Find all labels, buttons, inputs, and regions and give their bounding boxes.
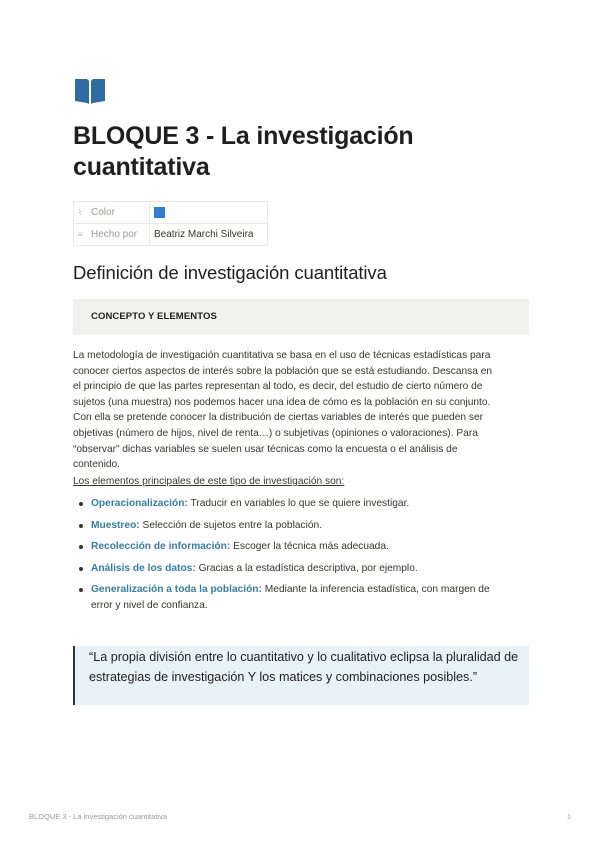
- property-row-color[interactable]: [74, 202, 268, 224]
- open-book-icon: [73, 77, 107, 105]
- callout-text: CONCEPTO Y ELEMENTOS: [91, 311, 217, 322]
- list-item-text: Traducir en variables lo que se quiere investigar.: [187, 498, 410, 509]
- paperclip-icon: ⌇: [78, 208, 82, 217]
- color-swatch: [154, 207, 165, 218]
- elements-intro: Los elementos principales de este tipo de investigación son:: [73, 476, 345, 487]
- list-item-term: Recolección de información:: [91, 541, 231, 553]
- list-item: [73, 518, 529, 534]
- paragraph-line: “observar” dichas variables se suelen usar técnicas como la encuesta o el análisis de: [73, 443, 458, 455]
- list-item-term: Análisis de los datos:: [91, 562, 196, 574]
- properties-table: [73, 201, 268, 246]
- elements-list: [73, 496, 529, 620]
- property-value[interactable]: Beatriz Marchi Silveira: [150, 224, 268, 246]
- list-item: [73, 582, 529, 613]
- paragraph-line: el principio de que las partes representan al todo, es decir, del estudio de cierto número de: [73, 381, 483, 393]
- text-lines-icon: ≡: [78, 230, 83, 239]
- list-item: [73, 539, 529, 555]
- footer-title: BLOQUE 3 - La investigación cuantitativa: [29, 812, 167, 821]
- list-item: [73, 496, 529, 512]
- paragraph-line: contenido.: [73, 459, 121, 471]
- paragraph-line: La metodología de investigación cuantitativa se basa en el uso de técnicas estadísticas para: [73, 350, 491, 361]
- page-number: 1: [566, 812, 571, 821]
- property-row-author[interactable]: [74, 224, 268, 246]
- list-item-term: Operacionalización:: [91, 498, 188, 509]
- quote-bar: [73, 646, 75, 705]
- body-paragraph: [73, 348, 529, 473]
- list-item: [73, 561, 529, 577]
- property-key: Hecho por: [91, 229, 138, 240]
- paragraph-line: Con ella se pretende conocer la distribución de ciertas variables de interés que pueden ser: [73, 412, 484, 424]
- list-item-term: Generalización a toda la población:: [91, 584, 262, 596]
- list-item-text: Escoger la técnica más adecuada.: [230, 541, 389, 553]
- section-heading: Definición de investigación cuantitativa: [73, 262, 387, 283]
- paragraph-line: sujetos (una muestra) nos podemos hacer una idea de cómo es la población en su conjunto.: [73, 396, 491, 408]
- list-item-text: Selección de sujetos entre la población.: [139, 519, 323, 531]
- paragraph-line: conocer ciertos aspectos de interés sobre la población que se está estudiando. Descansa en: [73, 365, 493, 377]
- paragraph-line: objetivas (número de hijos, nivel de renta…) o subjetivas (opiniones o valoraciones). Para: [73, 427, 478, 439]
- quote-block: [73, 646, 529, 705]
- page-title: BLOQUE 3 - La investigación cuantitativa: [73, 122, 414, 181]
- list-item-text: Gracias a la estadística descriptiva, por ejemplo.: [195, 562, 418, 574]
- quote-text: “La propia división entre lo cuantitativo y lo cualitativo eclipsa la pluralidad de estrategias de investigación Y los matices y combinaciones posibles.”: [89, 650, 519, 684]
- list-item-text: Mediante la inferencia estadística, con margen de error y nivel de confianza.: [91, 584, 490, 611]
- callout-box: [73, 299, 529, 335]
- property-key: Color: [91, 207, 115, 218]
- list-item-term: Muestreo:: [91, 519, 140, 531]
